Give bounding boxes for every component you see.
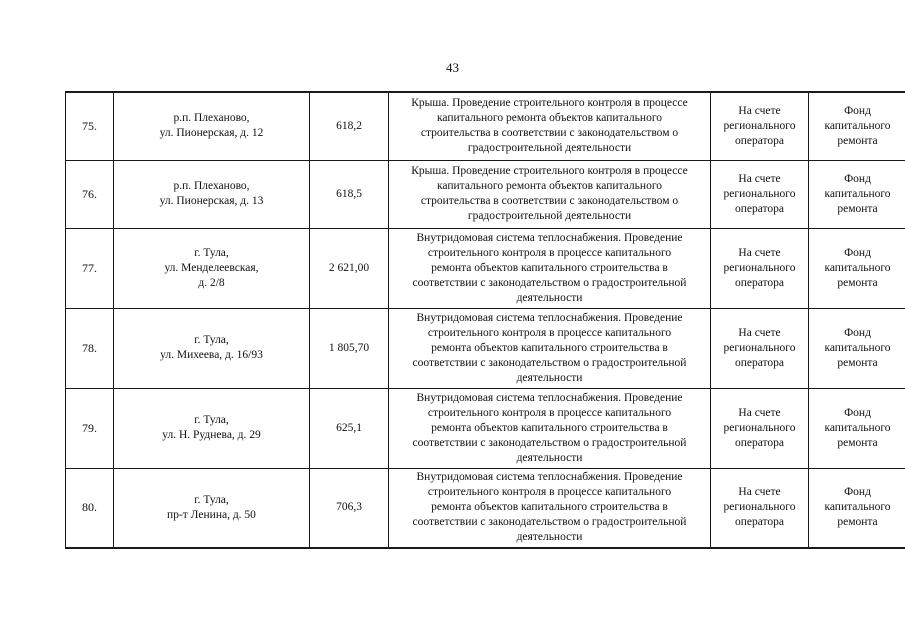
address-line: ул. Пионерская, д. 12	[159, 127, 264, 140]
account-method-cell	[711, 468, 809, 548]
funding-source-line: капитального	[824, 421, 891, 434]
work-description-cell	[389, 308, 711, 388]
work-description-line: ремонта объектов капитального строительства в	[431, 421, 668, 434]
work-description-cell	[389, 468, 711, 548]
address-line: г. Тула,	[194, 246, 229, 259]
funding-source-cell	[809, 468, 905, 548]
address-line: ул. Пионерская, д. 13	[159, 195, 264, 207]
account-method-cell	[711, 92, 809, 160]
account-method-line: регионального	[723, 187, 796, 200]
address-line: р.п. Плеханово,	[173, 180, 250, 192]
area-cell: 1 805,70	[310, 308, 389, 388]
account-method-cell	[711, 228, 809, 308]
account-method-line: На счете	[738, 172, 781, 185]
work-description-line: капитального ремонта объектов капитального	[436, 112, 662, 125]
row-number-cell: 78.	[66, 308, 114, 388]
work-description-line: деятельности	[516, 291, 583, 304]
address-line: г. Тула,	[194, 334, 229, 346]
funding-source-line: ремонта	[837, 276, 878, 289]
work-description-line: Крыша. Проведение строительного контроля в процессе	[411, 165, 688, 177]
work-description-line: соответствии с законодательством о градостроительной	[412, 356, 687, 369]
register-body	[66, 92, 905, 548]
work-description-line: строительства в соответствии с законодательством о	[420, 127, 679, 140]
account-method-line: На счете	[738, 326, 781, 339]
address-line: р.п. Плеханово,	[173, 112, 250, 125]
account-method-cell	[711, 308, 809, 388]
account-method-line: оператора	[734, 276, 785, 289]
work-description-cell	[389, 388, 711, 468]
account-method-line: оператора	[734, 202, 785, 215]
work-description-line: ремонта объектов капитального строительства в	[431, 341, 668, 354]
address-cell	[114, 228, 310, 308]
funding-source-cell	[809, 388, 905, 468]
work-description-line: ремонта объектов капитального строительства в	[431, 501, 668, 514]
funding-source-line: ремонта	[837, 202, 878, 215]
work-description-line: Крыша. Проведение строительного контроля в процессе	[411, 97, 688, 110]
area-cell: 618,2	[310, 92, 389, 160]
address-cell	[114, 468, 310, 548]
work-description-cell	[389, 160, 711, 228]
work-description-line: Внутридомовая система теплоснабжения. Проведение	[416, 231, 683, 244]
funding-source-line: Фонд	[844, 104, 871, 117]
account-method-line: регионального	[723, 501, 796, 514]
work-description-line: соответствии с законодательством о градостроительной	[412, 276, 687, 289]
row-number-cell: 76.	[66, 160, 114, 228]
work-description-line: строительного контроля в процессе капитального	[427, 246, 672, 259]
work-description-line: ремонта объектов капитального строительства в	[431, 261, 668, 274]
work-description-cell	[389, 92, 711, 160]
address-line: ул. Н. Руднева, д. 29	[162, 429, 261, 441]
table-row	[66, 468, 905, 548]
work-description-line: деятельности	[516, 371, 583, 384]
address-cell	[114, 160, 310, 228]
address-line: г. Тула,	[194, 414, 229, 426]
funding-source-line: Фонд	[844, 172, 871, 185]
area-cell: 618,5	[310, 160, 389, 228]
row-number-cell: 75.	[66, 92, 114, 160]
funding-source-cell	[809, 92, 905, 160]
account-method-cell	[711, 160, 809, 228]
area-cell: 706,3	[310, 468, 389, 548]
account-method-cell	[711, 388, 809, 468]
address-line: д. 2/8	[198, 276, 225, 289]
account-method-line: регионального	[723, 119, 796, 132]
account-method-line: На счете	[738, 246, 781, 259]
repair-register-table	[65, 91, 905, 549]
work-description-line: Внутридомовая система теплоснабжения. Проведение	[416, 311, 683, 324]
funding-source-line: капитального	[824, 341, 891, 354]
row-number-cell: 80.	[66, 468, 114, 548]
address-line: ул. Менделеевская,	[164, 261, 259, 274]
address-cell	[114, 308, 310, 388]
funding-source-line: капитального	[824, 119, 891, 132]
account-method-line: оператора	[734, 356, 785, 369]
work-description-cell	[389, 228, 711, 308]
funding-source-line: Фонд	[844, 406, 871, 419]
work-description-line: Внутридомовая система теплоснабжения. Проведение	[416, 471, 683, 484]
funding-source-line: ремонта	[837, 516, 878, 529]
account-method-line: оператора	[734, 134, 785, 147]
funding-source-cell	[809, 308, 905, 388]
work-description-line: деятельности	[516, 451, 583, 464]
account-method-line: оператора	[734, 436, 785, 449]
table-row	[66, 160, 905, 228]
address-line: пр-т Ленина, д. 50	[167, 508, 256, 521]
work-description-line: соответствии с законодательством о градостроительной	[412, 516, 687, 529]
account-method-line: регионального	[723, 421, 796, 434]
account-method-line: регионального	[723, 261, 796, 274]
account-method-line: регионального	[723, 341, 796, 354]
address-cell	[114, 92, 310, 160]
address-line: ул. Михеева, д. 16/93	[160, 349, 263, 361]
page-number: 43	[446, 60, 459, 75]
work-description-line: капитального ремонта объектов капитального	[436, 180, 662, 192]
table-row	[66, 228, 905, 308]
funding-source-line: капитального	[824, 501, 891, 514]
work-description-line: градостроительной деятельности	[467, 142, 632, 155]
funding-source-line: Фонд	[844, 326, 871, 339]
work-description-line: соответствии с законодательством о градостроительной	[412, 436, 687, 449]
account-method-line: На счете	[738, 406, 781, 419]
funding-source-line: Фонд	[844, 486, 871, 499]
funding-source-line: капитального	[824, 261, 891, 274]
account-method-line: На счете	[738, 486, 781, 499]
account-method-line: оператора	[734, 516, 785, 529]
address-line: г. Тула,	[194, 493, 229, 506]
row-number-cell: 79.	[66, 388, 114, 468]
work-description-line: Внутридомовая система теплоснабжения. Проведение	[416, 391, 683, 404]
funding-source-line: ремонта	[837, 134, 878, 147]
work-description-line: строительства в соответствии с законодательством о	[420, 195, 679, 207]
funding-source-cell	[809, 160, 905, 228]
area-cell: 2 621,00	[310, 228, 389, 308]
table-row	[66, 92, 905, 160]
address-cell	[114, 388, 310, 468]
table-row	[66, 308, 905, 388]
funding-source-line: капитального	[824, 187, 891, 200]
funding-source-line: ремонта	[837, 356, 878, 369]
row-number-cell: 77.	[66, 228, 114, 308]
work-description-line: деятельности	[516, 531, 583, 544]
table-row	[66, 388, 905, 468]
work-description-line: строительного контроля в процессе капитального	[427, 406, 672, 419]
work-description-line: строительного контроля в процессе капитального	[427, 486, 672, 499]
account-method-line: На счете	[738, 104, 781, 117]
work-description-line: градостроительной деятельности	[467, 210, 632, 222]
area-cell: 625,1	[310, 388, 389, 468]
funding-source-cell	[809, 228, 905, 308]
work-description-line: строительного контроля в процессе капитального	[427, 326, 672, 339]
funding-source-line: Фонд	[844, 246, 871, 259]
funding-source-line: ремонта	[837, 436, 878, 449]
